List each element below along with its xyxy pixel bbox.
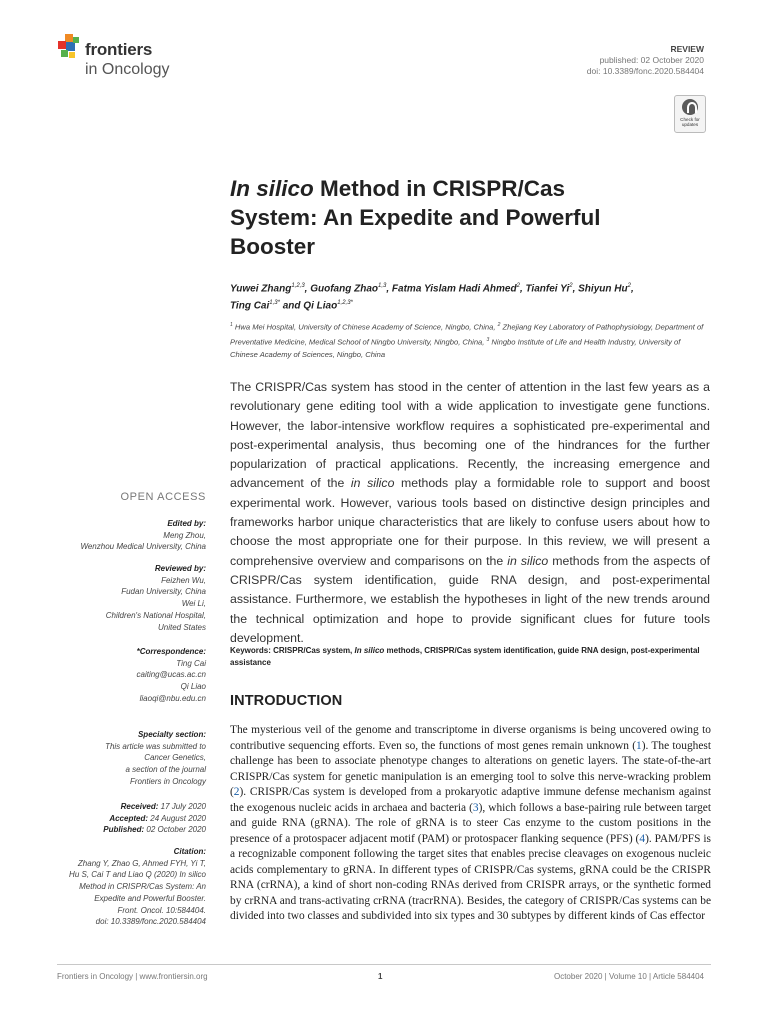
footer-journal-link[interactable]: Frontiers in Oncology | www.frontiersin.org: [57, 972, 208, 981]
journal-name-line2: in Oncology: [85, 61, 170, 78]
abstract-text: methods from the aspects of CRISPR/Cas system identification, guide RNA design, and post-experimental assistance. Furthermore, we establish the hypotheses in light of the new trends around the technical optimization and hope to provide significant clues for future tools development.: [230, 553, 710, 645]
title-part1: Method in CRISPR/Cas: [313, 176, 566, 201]
article-type: REVIEW: [670, 44, 704, 54]
affiliation: Hwa Mei Hospital, University of Chinese Academy of Science, Ningbo, China,: [234, 322, 496, 332]
section-heading: INTRODUCTION: [230, 693, 343, 709]
accepted-label: Accepted:: [109, 813, 149, 823]
body-text: ). PAM/PFS is a recognizable component following the target sites that enables precise cleavages on exogenous nucleic acids complementary to gRNA. In different types of CRISPR/Cas systems, gRNA could be the CRISPR RNA (crRNA), a kind of short non-coding RNAs derived from CRISPR arrays, or the synthetic formed by crRNA and trans-activating crRNA (tracrRNA). Besides, the category of CRISPR/Cas systems can be divided into two classes and subdivided into six types and 30 subtypes by different kinds of Cas effector: [230, 832, 711, 922]
crossmark-icon: [682, 99, 698, 115]
reviewed-by-label: Reviewed by:: [154, 564, 206, 573]
correspondent-name: Ting Cai: [176, 658, 206, 668]
author-affil-sup: 1,3*: [269, 300, 280, 307]
reviewer-line: Wei Li,: [181, 599, 206, 609]
body-text: ). The toughest challenge has been to associate phenotype changes to alterations on genetic layers. The state-of-the-art CRISPR/Cas system for genetic manipulation is an emerging tool to solve this nerve-wracking problem (: [230, 739, 711, 798]
check-for-updates-button[interactable]: [674, 95, 706, 133]
author-name[interactable]: Ting Cai: [230, 300, 270, 312]
footer-divider: [57, 964, 711, 965]
accepted-date: 24 August 2020: [148, 813, 206, 823]
reference-link[interactable]: 4: [639, 832, 646, 845]
title-italic: In silico: [230, 176, 314, 201]
author-list: Yuwei Zhang$^{1,2,3}$, Guofang Zhao$^{1,3}$, Fatma Yislam Hadi Ahmed$^2$, Tianfei Yi$^2$, Shiyun Hu$^2$, Ting Cai$^{1,3*}$ and Qi Liao$^{1,2,3*}$: [230, 283, 634, 312]
received-date: 17 July 2020: [158, 802, 206, 811]
author-name[interactable]: Qi Liao: [303, 300, 338, 312]
body-text: The mysterious veil of the genome and transcriptome in diverse organisms is being uncovered owing to contributive sequencing efforts. Even so, the functions of most genes remain unknown (: [230, 724, 711, 752]
affil-num: 3: [486, 337, 490, 344]
abstract: [230, 378, 710, 648]
reference-link[interactable]: 1: [636, 739, 642, 752]
open-access-label: OPEN ACCESS: [120, 491, 206, 503]
affil-num: 1: [230, 322, 233, 328]
body-text: ), which follows a base-pairing rule between target and guide RNA (gRNA). The role of gRNA is to steer Cas enzyme to the custom positions in the presence of a protospacer adjacent motif (PAM) or protospacer flanking sequence (PFS) (: [230, 801, 711, 845]
keywords-text: methods, CRISPR/Cas system identification, guide RNA design, post-experimental assistance: [230, 646, 700, 667]
editor-affiliation: Wenzhou Medical University, China: [80, 542, 206, 552]
citation-line: Zhang Y, Zhao G, Ahmed FYH, Yi T,: [77, 858, 206, 868]
citation-line: Expedite and Powerful Booster.: [94, 893, 206, 903]
edited-by-label: Edited by:: [167, 519, 206, 528]
citation-doi[interactable]: doi: 10.3389/fonc.2020.584404: [95, 917, 206, 927]
abstract-text: The CRISPR/Cas system has stood in the center of attention in the last few years as a revolutionary gene editing tool with a wide application to investigate gene functions. However, the labor-intensive workflow requires a sophisticated pre-experimental and post-experimental analysis, thus becoming one of the hindrances for the further popularization of practical applications. Recently, the increasing emergence and advancement of the: [230, 380, 710, 491]
author-affil-sup: 1,2,3: [291, 283, 305, 289]
author-affil-sup: 2: [569, 283, 573, 289]
author-name[interactable]: Guofang Zhao: [310, 283, 379, 295]
affiliation: Zhejiang Key Laboratory of Pathophysiology, Department of Preventative Medicine, Medical School of Ningbo University, Ningbo, China,: [230, 322, 704, 347]
citation-line: Hu S, Cai T and Liao Q (2020) In silico: [69, 870, 206, 880]
author-name[interactable]: Shiyun Hu: [578, 283, 628, 295]
introduction-body: [230, 723, 711, 925]
affiliations: [230, 319, 710, 362]
specialty-line: Frontiers in Oncology: [129, 776, 206, 786]
author-affil-sup: 2: [516, 283, 520, 289]
correspondent-email[interactable]: liaoqi@nbu.edu.cn: [139, 693, 206, 703]
citation-line: Front. Oncol. 10:584404.: [117, 905, 206, 915]
correspondence-label: *Correspondence:: [136, 647, 206, 656]
citation: [26, 846, 206, 928]
reviewed-by: [26, 563, 206, 633]
page-number: 1: [378, 972, 383, 981]
author-name[interactable]: Fatma Yislam Hadi Ahmed: [391, 283, 517, 295]
footer-issue-info: October 2020 | Volume 10 | Article 584404: [553, 972, 704, 981]
specialty-section: [26, 729, 206, 788]
specialty-line: This article was submitted to: [105, 741, 206, 751]
keywords-italic: In silico: [354, 646, 385, 655]
reviewer-line: Feizhen Wu,: [161, 575, 206, 585]
reference-link[interactable]: 3: [472, 801, 479, 814]
frontiers-logo-icon: [57, 33, 83, 63]
keywords: [230, 645, 710, 668]
abstract-text: methods play a formidable role to support and boost experimental work. However, various tools based on distinctive design principles and frameworks harbor unique characteristics that are likely to confuse users about how to choose the most appropriate one for their purpose. In this review, we will present a comprehensive overview and comparisons on the: [230, 476, 710, 568]
citation-label: Citation:: [173, 847, 206, 856]
affil-num: 2: [497, 322, 501, 328]
received-label: Received:: [120, 802, 159, 811]
published-date-sidebar: 02 October 2020: [144, 825, 206, 835]
journal-logo[interactable]: [57, 33, 197, 79]
author-affil-sup: 2: [627, 283, 631, 289]
published-date: published: 02 October 2020: [599, 55, 704, 65]
author-name[interactable]: Tianfei Yi: [525, 283, 570, 295]
reviewer-line: Children's National Hospital,: [105, 610, 206, 620]
keywords-label: Keywords:: [230, 646, 271, 655]
correspondence: [26, 646, 206, 705]
author-name[interactable]: Yuwei Zhang: [230, 283, 292, 295]
reference-link[interactable]: 2: [233, 786, 240, 798]
author-affil-sup: 1,2,3*: [337, 300, 353, 307]
abstract-italic: in silico: [507, 553, 549, 568]
editor-name: Meng Zhou,: [163, 530, 206, 540]
reviewer-line: United States: [157, 622, 206, 632]
specialty-line: a section of the journal: [125, 765, 206, 775]
abstract-italic: in silico: [350, 476, 395, 491]
edited-by: [26, 518, 206, 553]
correspondent-name: Qi Liao: [180, 682, 206, 692]
check-for-updates-label: Check for updates: [680, 117, 700, 127]
specialty-label: Specialty section:: [137, 730, 206, 739]
body-text: ). CRISPR/Cas system is developed from a prokaryotic adaptive immune defense mechanism against the exogenous nucleic acids in archaea and bacteria (: [230, 786, 711, 814]
keywords-text: CRISPR/Cas system,: [270, 646, 355, 655]
correspondent-email[interactable]: caiting@ucas.ac.cn: [136, 670, 206, 680]
article-title: [230, 174, 710, 261]
citation-line: Method in CRISPR/Cas System: An: [79, 882, 206, 892]
author-affil-sup: 1,3: [378, 283, 387, 289]
specialty-line: Cancer Genetics,: [144, 753, 206, 763]
published-label: Published:: [103, 825, 145, 835]
reviewer-line: Fudan University, China: [121, 587, 206, 597]
journal-name-line1: frontiers: [85, 40, 153, 59]
title-part2: System: An Expedite and Powerful: [230, 205, 601, 230]
doi-link[interactable]: doi: 10.3389/fonc.2020.584404: [586, 66, 704, 76]
article-dates: [26, 801, 206, 836]
affiliation: Ningbo Institute of Life and Health Industry, University of Chinese Academy of Sciences, Ningbo, China: [230, 337, 681, 360]
title-part3: Booster: [230, 234, 316, 259]
